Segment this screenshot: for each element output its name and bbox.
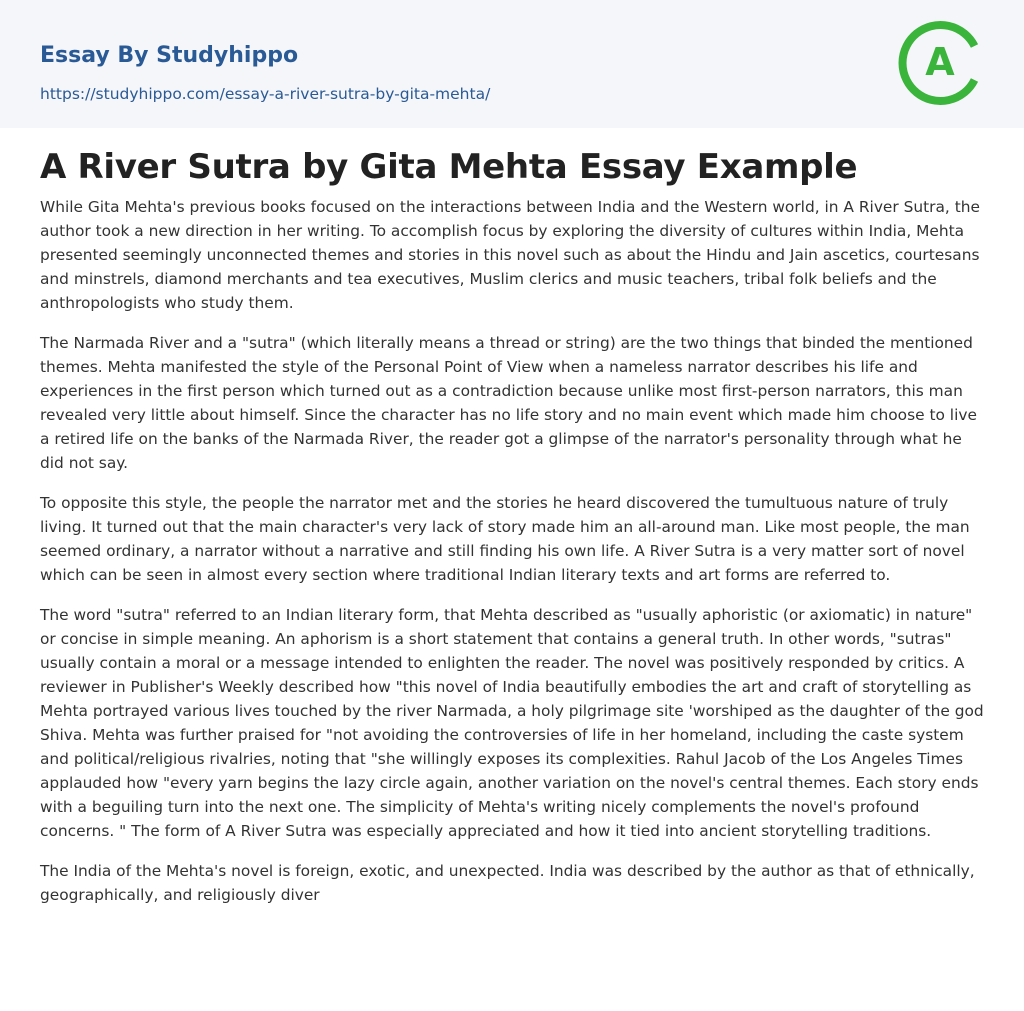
essay-paragraph: While Gita Mehta's previous books focused on the interactions between India and the Western world, in A River Sutra, the author took a new direction in her writing. To accomplish focus by exploring the diversity of cultures within India, Mehta presented seemingly unconnected themes and stories in this novel such as about the Hindu and Jain ascetics, courtesans and minstrels, diamond merchants and tea executives, Muslim clerics and music teachers, tribal folk beliefs and the anthropologists who study them. <box>40 198 980 312</box>
brand-title[interactable]: Essay By Studyhippo <box>40 43 299 68</box>
logo-letter: A <box>925 40 955 84</box>
essay-paragraph: To opposite this style, the people the narrator met and the stories he heard discovered the tumultuous nature of truly living. It turned out that the main character's very lack of story made him an all-around man. Like most people, the man seemed ordinary, a narrator without a narrative and still finding his own life. A River Sutra is a very matter sort of novel which can be seen in almost every section where traditional Indian literary texts and art forms are referred to. <box>40 494 970 584</box>
studyhippo-logo-icon[interactable] <box>898 18 988 108</box>
essay-content <box>40 142 986 907</box>
essay-paragraph: The India of the Mehta's novel is foreign, exotic, and unexpected. India was described by the author as that of ethnically, geographically, and religiously diver <box>40 862 975 904</box>
page-title: A River Sutra by Gita Mehta Essay Example <box>40 147 858 187</box>
site-header <box>0 0 1024 128</box>
essay-paragraph: The word "sutra" referred to an Indian literary form, that Mehta described as "usually aphoristic (or axiomatic) in nature" or concise in simple meaning. An aphorism is a short statement that contains a general truth. In other words, "sutras" usually contain a moral or a message intended to enlighten the reader. The novel was positively responded by critics. A reviewer in Publisher's Weekly described how "this novel of India beautifully embodies the art and craft of storytelling as Mehta portrayed various lives touched by the river Narmada, a holy pilgrimage site 'worshiped as the daughter of the god Shiva. Mehta was further praised for "not avoiding the controversies of life in her homeland, including the caste system and political/religious rivalries, noting that "she willingly exposes its complexities. Rahul Jacob of the Los Angeles Times applauded how "every yarn begins the lazy circle again, another variation on the novel's central themes. Each story ends with a beguiling turn into the next one. The simplicity of Mehta's writing nicely complements the novel's profound concerns. " The form of A River Sutra was especially appreciated and how it tied into ancient storytelling traditions. <box>40 606 984 840</box>
essay-url-link[interactable]: https://studyhippo.com/essay-a-river-sutra-by-gita-mehta/ <box>40 85 491 103</box>
essay-paragraph: The Narmada River and a "sutra" (which literally means a thread or string) are the two things that binded the mentioned themes. Mehta manifested the style of the Personal Point of View when a nameless narrator describes his life and experiences in the first person which turned out as a contradiction because unlike most first-person narrators, this man revealed very little about himself. Since the character has no life story and no main event which made him choose to live a retired life on the banks of the Narmada River, the reader got a glimpse of the narrator's personality through what he did not say. <box>40 334 977 472</box>
